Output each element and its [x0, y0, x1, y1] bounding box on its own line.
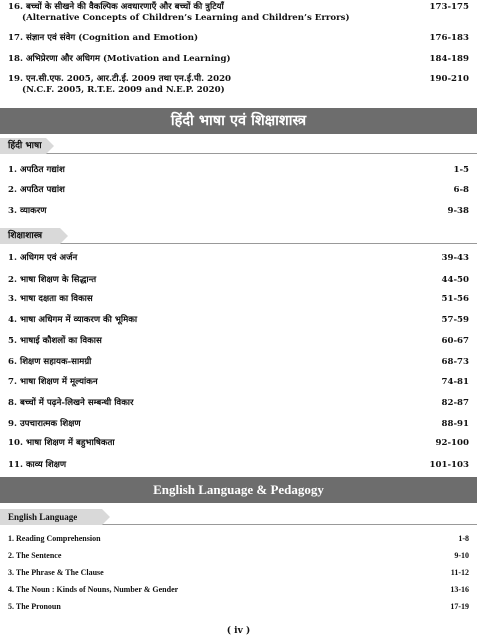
toc-entry-title: 19. एन.सी.एफ. 2005, आर.टी.ई. 2009 तथा एन.ई.पी. 2020	[8, 74, 232, 84]
toc-entry-title: 4. भाषा अधिगम में व्याकरण की भूमिका	[8, 315, 138, 325]
toc-entry	[8, 419, 469, 430]
toc-entry	[8, 253, 469, 264]
toc-entry-pages: 1-8	[458, 534, 469, 543]
toc-entry-pages: 173-175	[429, 2, 469, 12]
toc-entry-title: 1. अधिगम एवं अर्जन	[8, 253, 78, 263]
toc-entry-title: 16. बच्चों के सीखने की वैकल्पिक अवधारणाएँ और बच्चों की त्रुटियाँ	[8, 2, 224, 12]
section-banner-english: English Language & Pedagogy	[0, 477, 477, 503]
toc-entry-title: 10. भाषा शिक्षण में बहुभाषिकता	[8, 438, 115, 448]
toc-entry-title: 9. उपचारात्मक शिक्षण	[8, 419, 81, 429]
toc-entry	[8, 377, 469, 388]
divider	[0, 153, 477, 154]
toc-entry-pages: 68-73	[441, 357, 469, 367]
toc-entry-title: 2. अपठित पद्यांश	[8, 185, 65, 195]
toc-entry-title: 5. The Pronoun	[8, 602, 61, 611]
toc-entry-title: 6. शिक्षण सहायक-सामग्री	[8, 357, 92, 367]
toc-entry-pages: 17-19	[450, 602, 469, 611]
toc-entry	[8, 275, 469, 286]
toc-entry	[8, 438, 469, 449]
toc-entry-pages: 44-50	[441, 275, 469, 285]
toc-entry-pages: 82-87	[441, 398, 469, 408]
toc-entry-pages: 184-189	[429, 54, 469, 64]
toc-entry-pages: 88-91	[441, 419, 469, 429]
toc-entry-pages: 9-38	[447, 206, 469, 216]
toc-entry-17	[8, 33, 469, 44]
toc-entry-16	[8, 2, 469, 24]
toc-entry-pages: 190-210	[429, 74, 469, 84]
toc-entry	[8, 550, 469, 561]
toc-entry	[8, 294, 469, 305]
toc-entry-title: 8. बच्चों में पढ़ने-लिखने सम्बन्धी विकार	[8, 398, 134, 408]
toc-entry-title: 3. व्याकरण	[8, 206, 47, 216]
toc-entry	[8, 567, 469, 578]
toc-entry-title: 5. भाषाई कौशलों का विकास	[8, 336, 102, 346]
toc-entry	[8, 533, 469, 544]
toc-entry-18	[8, 54, 469, 65]
divider	[0, 243, 477, 244]
toc-entry-title: 2. भाषा शिक्षण के सिद्धान्त	[8, 275, 97, 285]
toc-entry-pages: 92-100	[435, 438, 469, 448]
toc-entry-pages: 176-183	[429, 33, 469, 43]
toc-entry	[8, 165, 469, 176]
toc-entry-pages: 1-5	[453, 165, 469, 175]
toc-entry-title: 18. अभिप्रेरणा और अधिगम (Motivation and Learning)	[8, 54, 231, 64]
toc-entry-pages: 57-59	[441, 315, 469, 325]
toc-entry-subtitle: (Alternative Concepts of Children’s Learning and Children’s Errors)	[22, 13, 350, 23]
toc-entry-title: 3. The Phrase & The Clause	[8, 568, 104, 577]
toc-entry-title: 17. संज्ञान एवं संवेग (Cognition and Emotion)	[8, 33, 199, 43]
toc-entry-subtitle: (N.C.F. 2005, R.T.E. 2009 and N.E.P. 2020)	[22, 85, 225, 95]
subsection-tag-english-language: English Language	[0, 509, 102, 525]
toc-entry-title: 3. भाषा दक्षता का विकास	[8, 294, 93, 304]
toc-entry	[8, 185, 469, 196]
toc-entry-pages: 9-10	[454, 551, 469, 560]
toc-entry-title: 1. अपठित गद्यांश	[8, 165, 65, 175]
toc-entry	[8, 460, 469, 471]
toc-entry-title: 1. Reading Comprehension	[8, 534, 101, 543]
toc-entry-pages: 60-67	[441, 336, 469, 346]
subsection-tag-hindi-bhasha: हिंदी भाषा	[0, 138, 46, 154]
toc-entry	[8, 206, 469, 217]
toc-entry-title: 11. काव्य शिक्षण	[8, 460, 67, 470]
toc-entry-pages: 6-8	[453, 185, 469, 195]
subsection-tag-shikshashastra: शिक्षाशास्त्र	[0, 228, 60, 244]
toc-entry	[8, 398, 469, 409]
toc-entry-title: 4. The Noun : Kinds of Nouns, Number & Gender	[8, 585, 179, 594]
toc-entry-pages: 11-12	[450, 568, 469, 577]
page-number: ( iv )	[226, 626, 251, 636]
toc-entry-pages: 101-103	[429, 460, 469, 470]
toc-entry	[8, 336, 469, 347]
toc-entry	[8, 357, 469, 368]
toc-entry-pages: 13-16	[450, 585, 469, 594]
toc-entry-pages: 74-81	[441, 377, 469, 387]
toc-entry-19	[8, 74, 469, 96]
toc-entry-pages: 39-43	[441, 253, 469, 263]
toc-entry-title: 7. भाषा शिक्षण में मूल्यांकन	[8, 377, 98, 387]
toc-entry-pages: 51-56	[441, 294, 469, 304]
toc-entry	[8, 601, 469, 612]
section-banner-hindi: हिंदी भाषा एवं शिक्षाशास्त्र	[0, 108, 477, 134]
toc-entry	[8, 315, 469, 326]
toc-entry-title: 2. The Sentence	[8, 551, 62, 560]
toc-entry	[8, 584, 469, 595]
